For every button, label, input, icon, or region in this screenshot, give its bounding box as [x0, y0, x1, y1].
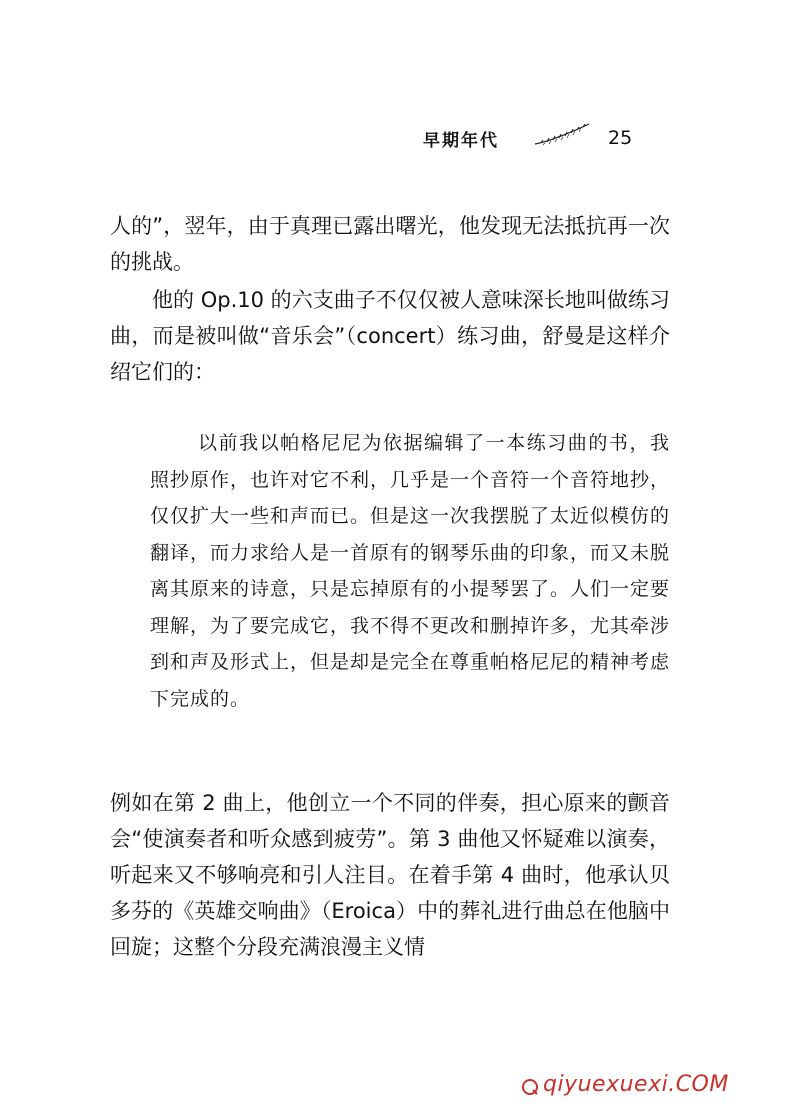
paragraph-text: 人的”，翌年，由于真理已露出曙光，他发现无法抵抗再一次的挑战。 — [110, 214, 670, 274]
feather-icon — [533, 120, 591, 150]
quote-text: 以前我以帕格尼尼为依据编辑了一本练习曲的书，我照抄原作，也许对它不利，几乎是一个音符一个音符地抄，仅仅扩大一些和声而已。但是这一次我摆脱了太近似模仿的翻译，而力求给人是一首原有的钢琴乐曲的印象，而又未脱离其原来的诗意，只是忘掉原有的小提琴罢了。人们一定要理解，为了要完成它，我不得不更改和删掉许多，尤其牵涉到和声及形式上，但是却是完全在尊重帕格尼尼的精神考虑下完成的。 — [150, 432, 671, 710]
paragraph-continuation — [110, 208, 670, 280]
paragraph-example — [110, 785, 670, 965]
paragraph-text: 他的 Op.10 的六支曲子不仅仅被人意味深长地叫做练习曲，而是被叫做“音乐会”（concert）练习曲，舒曼是这样介绍它们的： — [110, 288, 670, 384]
page-number: 25 — [608, 127, 633, 149]
watermark-logo-icon — [521, 1078, 539, 1096]
paragraph-text: 例如在第 2 曲上，他创立一个不同的伴奏，担心原来的颤音会“使演奏者和听众感到疲劳”。第 3 曲他又怀疑难以演奏，听起来又不够响亮和引人注目。在着手第 4 曲时，他承认贝多芬的《英雄交响曲》（Eroica）中的葬礼进行曲总在他脑中回旋；这整个分段充满浪漫主义情 — [110, 791, 670, 959]
block-quote — [150, 425, 670, 717]
chapter-title: 早期年代 — [423, 131, 499, 151]
watermark: qiyuexuexi.COM — [543, 1072, 729, 1097]
paragraph-opus — [110, 282, 670, 390]
